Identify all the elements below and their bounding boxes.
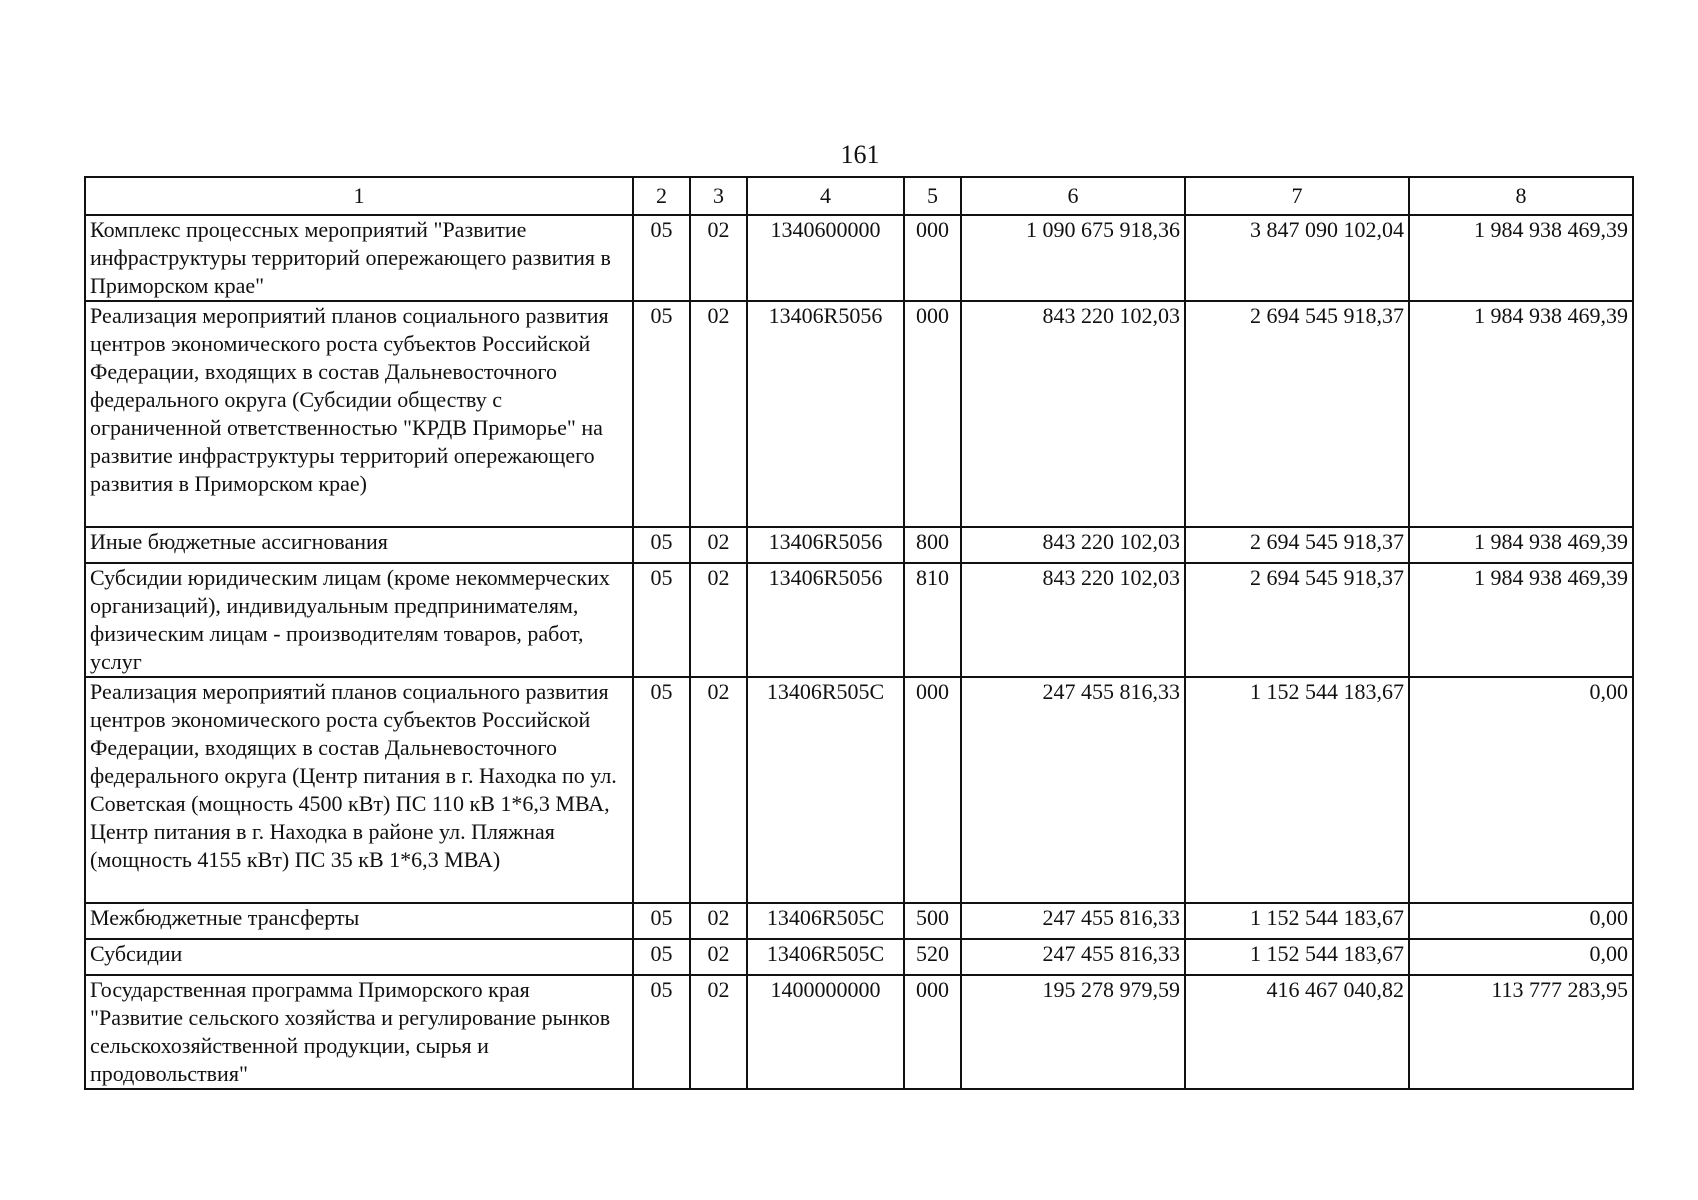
amount-col-8: 113 777 283,95 — [1409, 975, 1633, 1089]
section-code: 05 — [633, 975, 690, 1089]
amount-col-7: 1 152 544 183,67 — [1185, 677, 1409, 903]
amount-col-7: 2 694 545 918,37 — [1185, 527, 1409, 563]
amount-col-8: 1 984 938 469,39 — [1409, 527, 1633, 563]
section-code: 05 — [633, 939, 690, 975]
expense-type-code: 800 — [904, 527, 961, 563]
amount-col-6: 247 455 816,33 — [961, 939, 1185, 975]
amount-col-6: 1 090 675 918,36 — [961, 215, 1185, 301]
column-header-1: 1 — [85, 177, 633, 215]
amount-col-8: 0,00 — [1409, 903, 1633, 939]
row-name: Субсидии — [85, 939, 633, 975]
column-header-7: 7 — [1185, 177, 1409, 215]
amount-col-7: 3 847 090 102,04 — [1185, 215, 1409, 301]
target-article-code: 13406R5056 — [747, 301, 904, 527]
subsection-code: 02 — [690, 527, 747, 563]
amount-col-8: 0,00 — [1409, 677, 1633, 903]
amount-col-7: 1 152 544 183,67 — [1185, 939, 1409, 975]
table-row — [85, 677, 1633, 903]
subsection-code: 02 — [690, 563, 747, 677]
subsection-code: 02 — [690, 939, 747, 975]
amount-col-8: 1 984 938 469,39 — [1409, 301, 1633, 527]
section-code: 05 — [633, 301, 690, 527]
amount-col-8: 1 984 938 469,39 — [1409, 215, 1633, 301]
expense-type-code: 000 — [904, 215, 961, 301]
column-header-6: 6 — [961, 177, 1185, 215]
expense-type-code: 000 — [904, 975, 961, 1089]
amount-col-6: 843 220 102,03 — [961, 301, 1185, 527]
amount-col-6: 247 455 816,33 — [961, 903, 1185, 939]
section-code: 05 — [633, 215, 690, 301]
amount-col-7: 2 694 545 918,37 — [1185, 563, 1409, 677]
subsection-code: 02 — [690, 215, 747, 301]
table-row — [85, 563, 1633, 677]
expense-type-code: 500 — [904, 903, 961, 939]
amount-col-7: 2 694 545 918,37 — [1185, 301, 1409, 527]
column-header-3: 3 — [690, 177, 747, 215]
row-name: Субсидии юридическим лицам (кроме некоммерческих организаций), индивидуальным предпринимателям, физическим лицам - производителям товаров, работ, услуг — [85, 563, 633, 677]
section-code: 05 — [633, 903, 690, 939]
row-name: Реализация мероприятий планов социального развития центров экономического роста субъектов Российской Федерации, входящих в состав Дальневосточного федерального округа (Субсидии обществу с ограниченной ответственностью "КРДВ Приморье" на развитие инфраструктуры территорий опережающего развития в Приморском крае) — [85, 301, 633, 527]
subsection-code: 02 — [690, 301, 747, 527]
table-row — [85, 975, 1633, 1089]
page-number: 161 — [840, 140, 880, 169]
expense-type-code: 000 — [904, 677, 961, 903]
row-name: Иные бюджетные ассигнования — [85, 527, 633, 563]
table-row — [85, 939, 1633, 975]
row-name: Комплекс процессных мероприятий "Развитие инфраструктуры территорий опережающего развития в Приморском крае" — [85, 215, 633, 301]
target-article-code: 13406R5056 — [747, 563, 904, 677]
amount-col-6: 843 220 102,03 — [961, 527, 1185, 563]
header-row — [85, 177, 1633, 215]
target-article-code: 13406R5056 — [747, 527, 904, 563]
subsection-code: 02 — [690, 903, 747, 939]
expense-type-code: 810 — [904, 563, 961, 677]
table-row — [85, 301, 1633, 527]
target-article-code: 13406R505C — [747, 677, 904, 903]
amount-col-6: 843 220 102,03 — [961, 563, 1185, 677]
amount-col-8: 1 984 938 469,39 — [1409, 563, 1633, 677]
row-name: Реализация мероприятий планов социального развития центров экономического роста субъектов Российской Федерации, входящих в состав Дальневосточного федерального округа (Центр питания в г. Находка по ул. Советская (мощность 4500 кВт) ПС 110 кВ 1*6,3 МВА, Центр питания в г. Находка в районе ул. Пляжная (мощность 4155 кВт) ПС 35 кВ 1*6,3 МВА) — [85, 677, 633, 903]
amount-col-7: 416 467 040,82 — [1185, 975, 1409, 1089]
amount-col-7: 1 152 544 183,67 — [1185, 903, 1409, 939]
subsection-code: 02 — [690, 677, 747, 903]
table-row — [85, 527, 1633, 563]
budget-table — [84, 176, 1634, 1090]
expense-type-code: 000 — [904, 301, 961, 527]
subsection-code: 02 — [690, 975, 747, 1089]
amount-col-8: 0,00 — [1409, 939, 1633, 975]
amount-col-6: 195 278 979,59 — [961, 975, 1185, 1089]
section-code: 05 — [633, 563, 690, 677]
column-header-5: 5 — [904, 177, 961, 215]
row-name: Межбюджетные трансферты — [85, 903, 633, 939]
expense-type-code: 520 — [904, 939, 961, 975]
table-row — [85, 903, 1633, 939]
section-code: 05 — [633, 527, 690, 563]
table-row — [85, 215, 1633, 301]
column-header-2: 2 — [633, 177, 690, 215]
section-code: 05 — [633, 677, 690, 903]
column-header-4: 4 — [747, 177, 904, 215]
target-article-code: 1400000000 — [747, 975, 904, 1089]
target-article-code: 13406R505C — [747, 903, 904, 939]
target-article-code: 13406R505C — [747, 939, 904, 975]
amount-col-6: 247 455 816,33 — [961, 677, 1185, 903]
row-name: Государственная программа Приморского края "Развитие сельского хозяйства и регулирование рынков сельскохозяйственной продукции, сырья и продовольствия" — [85, 975, 633, 1089]
column-header-8: 8 — [1409, 177, 1633, 215]
target-article-code: 1340600000 — [747, 215, 904, 301]
